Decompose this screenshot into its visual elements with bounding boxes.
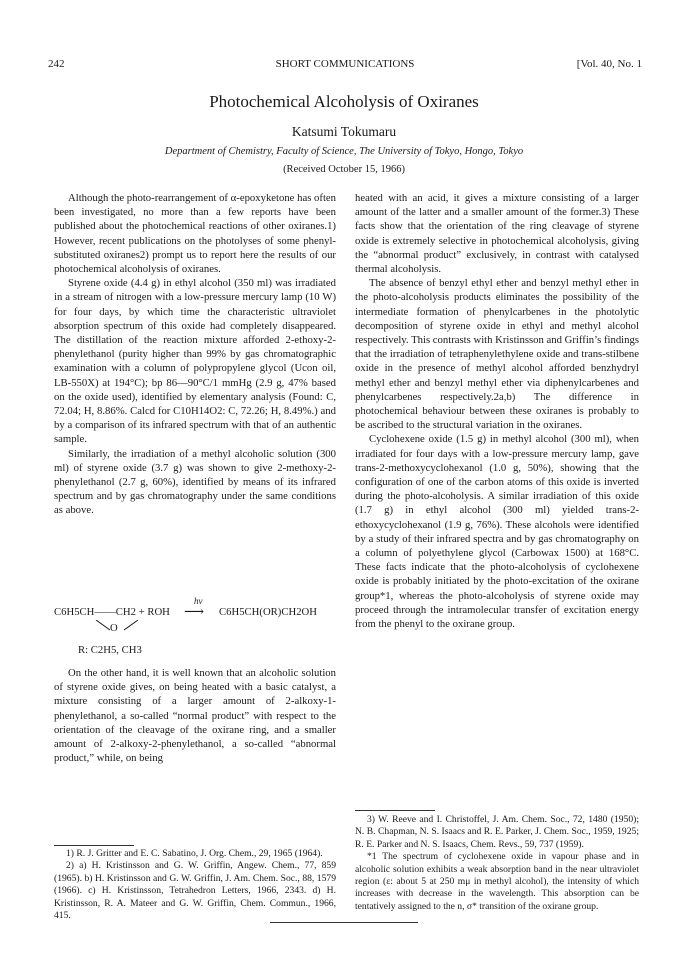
page-number: 242 (48, 58, 65, 70)
footnotes-right (355, 814, 639, 913)
reaction-scheme (54, 598, 336, 662)
scheme-product: C6H5CH(OR)CH2OH (219, 606, 317, 618)
paragraph: Although the photo-rearrangement of α-epoxyketone has often been investigated, no more than a few reports have been published about the photochemical reactions of other oxiranes.1) However, recent publications on the photolyses of some phenyl-substituted oxiranes2) prompt us to report here the results of our photochemical alcoholysis of oxiranes. (54, 192, 336, 276)
left-column-continued (54, 666, 336, 765)
article-title: Photochemical Alcoholysis of Oxiranes (209, 92, 479, 111)
footnote: *1 The spectrum of cyclohexene oxide in vapour phase and in alcoholic solution exhibits a weak absorption band in the near ultraviolet region (ε: about 5 at 250 mμ in methyl alcohol), the intensity of which increases with decrease in the wavelength. This absorption can be tentatively assigned to the n, σ* transition of the oxirane group. (355, 851, 639, 912)
scheme-ring-oxygen: O (110, 622, 118, 634)
footnote-divider (355, 810, 435, 811)
scheme-arrow: ⟶ (184, 605, 205, 620)
footnote-divider (54, 845, 134, 846)
section-title: SHORT COMMUNICATIONS (275, 58, 415, 70)
scheme-reactant: C6H5CH——CH2 + ROH (54, 606, 170, 618)
scheme-arrow-label: hν (194, 596, 203, 606)
author-name: Katsumi Tokumaru (291, 124, 397, 139)
end-rule (270, 922, 418, 923)
volume-info: [Vol. 40, No. 1 (576, 58, 642, 70)
paragraph: The absence of benzyl ethyl ether and benzyl methyl ether in the photo-alcoholysis products eliminates the possibility of the intermediate formation of phenylcarbenes in the photolytic decomposition of styrene oxide in ethyl and methyl alcohol respectively. This contrasts with Kristinsson and Griffin’s findings that the irradiation of tetraphenylethylene oxide and trans-stilbene oxide in the presence of methyl alcohol afforded benzhydryl methyl ether and benzyl methyl ether via diphenylcarbenes and phenylcarbenes respectively.2a,b) The difference in photochemical behaviour between these oxiranes is probably to be ascribed to the structural variation in the oxiranes. (355, 277, 639, 432)
scheme-r-groups: R: C2H5, CH3 (78, 644, 142, 656)
paragraph: Similarly, the irradiation of a methyl alcoholic solution (300 ml) of styrene oxide (3.7 g) was shown to give 2-methoxy-2-phenylethanol (2.7 g, 60%), identified by means of its infrared spectrum and by gas chromatography under the same conditions as above. (54, 447, 336, 517)
right-column (355, 191, 639, 631)
footnote: 1) R. J. Gritter and E. C. Sabatino, J. Org. Chem., 29, 1965 (1964). (66, 848, 323, 859)
paragraph: On the other hand, it is well known that an alcoholic solution of styrene oxide gives, on being heated with a basic catalyst, a mixture consisting of a larger amount of 2-alkoxy-1-phenylethanol, a so-called “normal product” with respect to the orientation of the cleavage of the oxirane ring, and a smaller amount of 2-alkoxy-2-phenylethanol, a so-called “abnormal product,” while, on being (54, 667, 336, 765)
received-date: (Received October 15, 1966) (283, 164, 405, 175)
paragraph: Cyclohexene oxide (1.5 g) in methyl alcohol (300 ml), when irradiated for four days with a low-pressure mercury lamp, gave trans-2-methoxycyclohexanol (1.0 g, 50%), showing that the configuration of one of the carbon atoms of this oxide is inverted during the photo-alcoholysis. A similar irradiation of this oxide (1.7 g) in ethyl alcohol (300 ml) yielded trans-2-ethoxycyclohexanol (1.9 g, 76%). These alcohols were identified by a study of their infrared spectra and by gas chromatography on a column of polyethylene glycol (Carbowax 1500) at 168°C. These facts indicate that the photo-alcoholysis of cyclohexene oxide is probably initiated by the photo-excitation of the oxirane group*1, whereas the photo-alcoholysis of styrene oxide may proceed through the intramolecular transfer of excitation energy from the phenyl to the oxirane group. (355, 433, 639, 631)
paragraph: heated with an acid, it gives a mixture consisting of a larger amount of the latter and a smaller amount of the former.3) These facts show that the orientation of the ring cleavage of styrene oxide is extremely selective in photochemical alcoholysis, giving the “abnormal product” exclusively, in contrast with catalysed thermal alcoholysis. (355, 192, 639, 276)
left-column (54, 191, 336, 518)
affiliation: Department of Chemistry, Faculty of Science, The University of Tokyo, Hongo, Tokyo (164, 146, 524, 157)
paragraph: Styrene oxide (4.4 g) in ethyl alcohol (350 ml) was irradiated in a stream of nitrogen with a low-pressure mercury lamp (10 W) for four days, by which time the characteristic ultraviolet absorption spectrum of this oxide had completely disappeared. The distillation of the reaction mixture afforded 2-ethoxy-2-phenylethanol (purity higher than 99% by gas chromatographic examination with a column of polypropylene glycol (Ucon oil, LB-550X) at 194°C); bp 86—90°C/1 mmHg (2.9 g, 47% based on the oxide used), identified by elementary analysis (Found: C, 72.04; H, 8.86%. Calcd for C10H14O2: C, 72.26; H, 8.49%.) and by a comparison of its infrared spectrum with that of an authentic sample. (54, 277, 336, 446)
footnote: 2) a) H. Kristinsson and G. W. Griffin, Angew. Chem., 77, 859 (1965). b) H. Kristinsson and G. W. Griffin, J. Am. Chem. Soc., 88, 1579 (1966). c) H. Kristinsson, Tetrahedron Letters, 1966, 2343. d) H. Kristinsson, R. A. Mateer and G. W. Griffin, Chem. Commun., 1966, 415. (54, 860, 336, 922)
footnote: 3) W. Reeve and I. Christoffel, J. Am. Chem. Soc., 72, 1480 (1950); N. B. Chapman, N. S. Isaacs and R. E. Parker, J. Chem. Soc., 1959, 1925; R. E. Parker and N. S. Isaacs, Chem. Revs., 59, 737 (1959). (355, 814, 639, 850)
footnotes-left (54, 848, 336, 922)
